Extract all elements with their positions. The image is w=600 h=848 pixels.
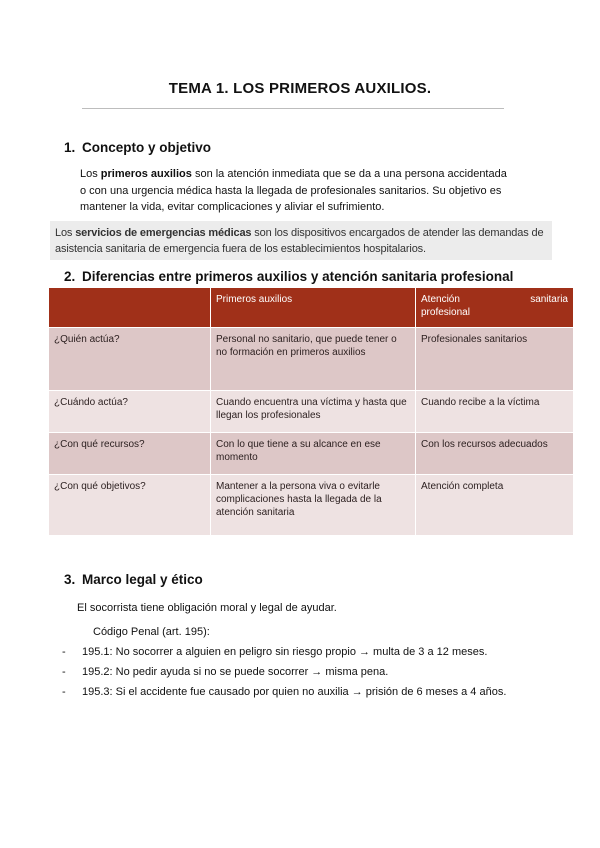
table-row <box>49 475 574 536</box>
penal-code-list <box>64 642 514 702</box>
table-cell: Cuando recibe a la víctima <box>416 391 574 433</box>
callout-bold-term: servicios de emergencias médicas <box>75 227 252 239</box>
table-cell: Con los recursos adecuados <box>416 433 574 475</box>
section-3-title: Marco legal y ético <box>82 572 203 587</box>
list-dash: - <box>62 666 66 678</box>
definition-callout <box>50 221 552 260</box>
table-header-first-aid: Primeros auxilios <box>211 288 416 328</box>
section-1-title: Concepto y objetivo <box>82 140 212 155</box>
section-3-number: 3. <box>64 572 76 587</box>
title-divider <box>82 108 504 109</box>
callout-text-rest: son los dispositivos encargados de atender las demandas de asistencia sanitaria de emergencia fuera de los establecimientos hospitalarios. <box>55 227 544 255</box>
table-header-row <box>49 288 574 328</box>
table-cell: Cuando encuentra una víctima y hasta que llegan los profesionales <box>211 391 416 433</box>
list-item-text: 195.1: No socorrer a alguien en peligro sin riesgo propio → multa de 3 a 12 meses. <box>82 646 488 658</box>
para-bold-term: primeros auxilios <box>100 168 192 180</box>
header-word-atencion: Atención <box>421 294 460 305</box>
header-word-profesional: profesional <box>421 307 470 318</box>
penal-code-label: Código Penal (art. 195): <box>93 626 210 638</box>
table-cell: Con lo que tiene a su alcance en ese momento <box>211 433 416 475</box>
section-1-paragraph <box>80 166 512 216</box>
section-1-number: 1. <box>64 140 76 155</box>
table-cell: ¿Con qué recursos? <box>49 433 211 475</box>
header-word-sanitaria: sanitaria <box>530 294 568 305</box>
table-cell: Atención completa <box>416 475 574 536</box>
page-title: TEMA 1. LOS PRIMEROS AUXILIOS. <box>168 80 432 97</box>
para-text-start: Los <box>80 168 101 180</box>
table-header-professional <box>416 288 574 328</box>
list-item <box>64 662 514 682</box>
list-item <box>64 642 514 662</box>
table-cell: ¿Cuándo actúa? <box>49 391 211 433</box>
section-1-heading <box>64 140 211 155</box>
section-2-heading <box>64 269 513 284</box>
section-2-number: 2. <box>64 269 76 284</box>
table-cell: ¿Quién actúa? <box>49 328 211 391</box>
legal-intro: El socorrista tiene obligación moral y legal de ayudar. <box>77 602 337 614</box>
para-text-rest: son la atención inmediata que se da a una persona accidentada o con una urgencia médica hasta la llegada de profesionales sanitarios. Su objetivo es mantener la vida, evitar complicaciones y aliviar el sufrimiento. <box>80 168 507 213</box>
comparison-table <box>48 287 574 536</box>
section-2-title: Diferencias entre primeros auxilios y atención sanitaria profesional <box>82 269 514 284</box>
list-dash: - <box>62 646 66 658</box>
table-cell: ¿Con qué objetivos? <box>49 475 211 536</box>
table-row <box>49 433 574 475</box>
table-row <box>49 391 574 433</box>
list-item-text: 195.3: Si el accidente fue causado por quien no auxilia → prisión de 6 meses a 4 años. <box>82 686 507 698</box>
list-dash: - <box>62 686 66 698</box>
section-3-heading <box>64 572 203 587</box>
table-row <box>49 328 574 391</box>
table-cell: Profesionales sanitarios <box>416 328 574 391</box>
table-header-empty <box>49 288 211 328</box>
list-item <box>64 682 514 702</box>
table-cell: Personal no sanitario, que puede tener o no formación en primeros auxilios <box>211 328 416 391</box>
list-item-text: 195.2: No pedir ayuda si no se puede socorrer → misma pena. <box>82 666 389 678</box>
table-cell: Mantener a la persona viva o evitarle complicaciones hasta la llegada de la atención sanitaria <box>211 475 416 536</box>
callout-text-start: Los <box>55 227 76 239</box>
